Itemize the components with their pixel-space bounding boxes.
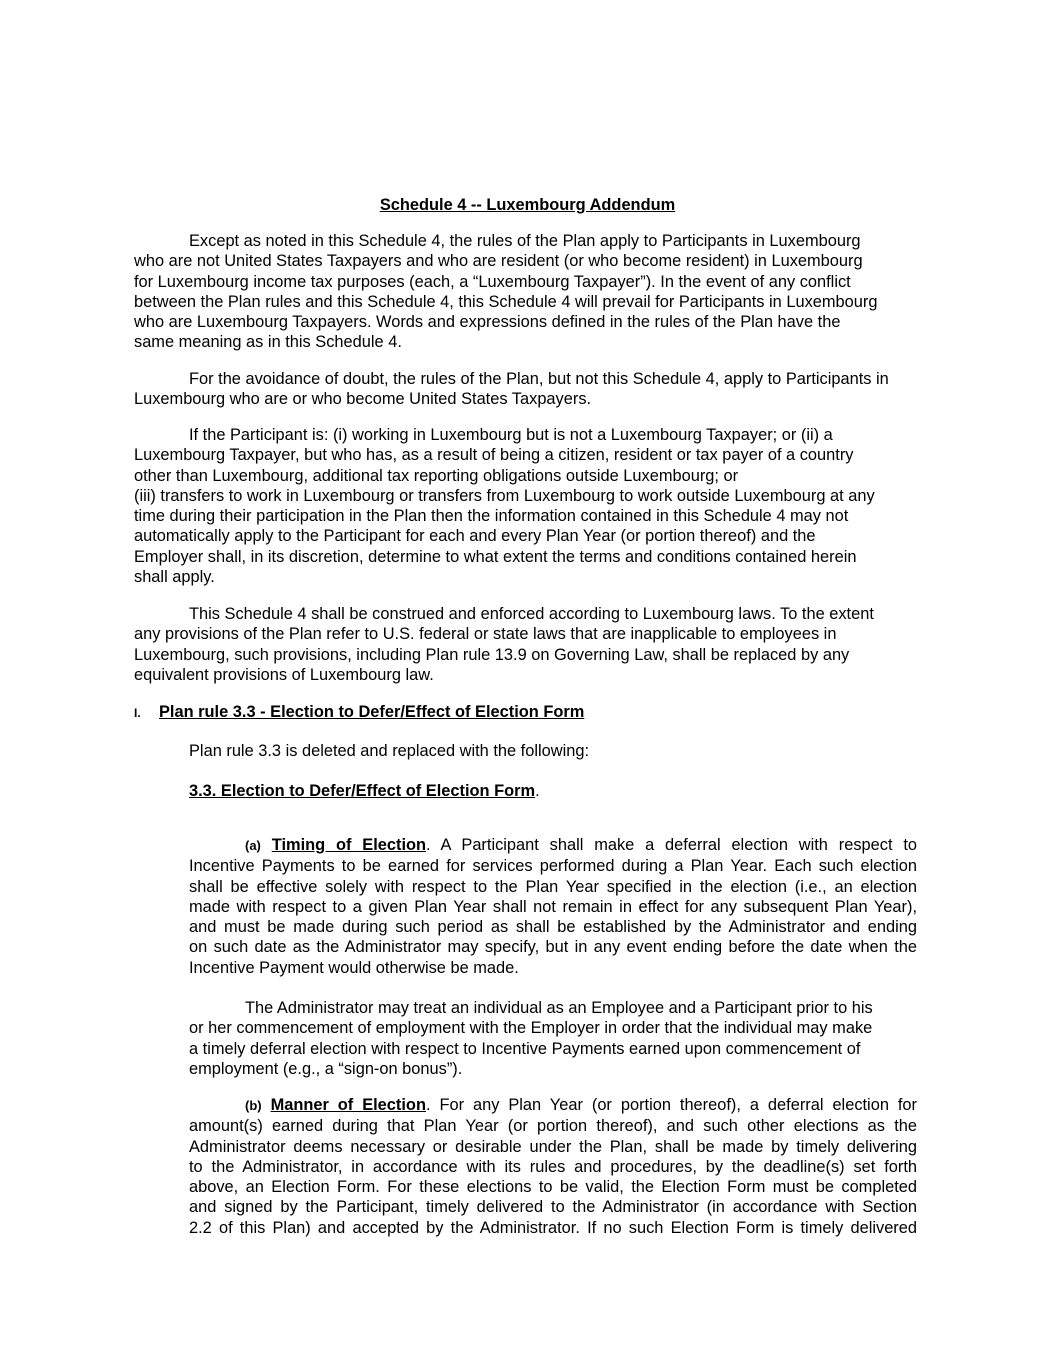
clause-line: shall be effective solely with respect to the Plan Year specified in the election (i.e., an election <box>189 877 917 896</box>
section-title: Plan rule 3.3 - Election to Defer/Effect of Election Form <box>159 703 585 721</box>
clause-label: (a) <box>245 838 261 853</box>
clause-title: Manner of Election <box>270 1096 426 1114</box>
clause-line: Administrator deems necessary or desirable under the Plan, shall be made by timely delivering <box>189 1137 917 1156</box>
intro-paragraph-4 <box>134 604 925 685</box>
clause-line: The Administrator may treat an individual as an Employee and a Participant prior to his <box>245 999 873 1017</box>
paragraph-line: This Schedule 4 shall be construed and enforced according to Luxembourg laws. To the extent <box>189 605 874 623</box>
clause-line: on such date as the Administrator may specify, but in any event ending before the date when the <box>189 938 917 957</box>
section-number: I. <box>134 706 141 720</box>
paragraph-line: same meaning as in this Schedule 4. <box>134 333 402 352</box>
clause-line: a timely deferral election with respect to Incentive Payments earned upon commencement of <box>189 1039 861 1058</box>
clause-title: Timing of Election <box>271 836 427 854</box>
intro-paragraph-3 <box>134 425 925 587</box>
clause-a <box>189 835 917 978</box>
paragraph-line: automatically apply to the Participant for each and every Plan Year (or portion thereof) and the <box>134 527 816 546</box>
paragraph-line: who are not United States Taxpayers and who are resident (or who become resident) in Luxembourg <box>134 252 863 271</box>
section-heading <box>134 702 584 723</box>
sub-heading <box>189 781 540 801</box>
paragraph-line: (iii) transfers to work in Luxembourg or transfers from Luxembourg to work outside Luxembourg at any <box>134 486 875 505</box>
clause-line: employment (e.g., a “sign-on bonus”). <box>189 1059 463 1078</box>
clause-b <box>189 1095 917 1238</box>
paragraph-line: If the Participant is: (i) working in Luxembourg but is not a Luxembourg Taxpayer; or (ii) a <box>189 426 833 444</box>
clause-line: made with respect to a given Plan Year shall not remain in effect for any subsequent Plan Year), <box>189 897 917 916</box>
section-intro: Plan rule 3.3 is deleted and replaced with the following: <box>189 742 590 760</box>
paragraph-line: time during their participation in the Plan then the information contained in this Schedule 4 may not <box>134 507 849 526</box>
clause-line: amount(s) earned during that Plan Year (or portion thereof), and such other elections as the <box>189 1117 917 1136</box>
intro-paragraph-2 <box>134 369 925 410</box>
paragraph-line: Luxembourg Taxpayer, but who has, as a result of being a citizen, resident or tax payer of a country <box>134 446 854 465</box>
paragraph-line: equivalent provisions of Luxembourg law. <box>134 665 434 684</box>
clause-line: Incentive Payment would otherwise be made. <box>189 958 519 977</box>
clause-line: 2.2 of this Plan) and accepted by the Administrator. If no such Election Form is timely delivered <box>189 1218 917 1237</box>
paragraph-line: Except as noted in this Schedule 4, the rules of the Plan apply to Participants in Luxembourg <box>189 232 861 250</box>
paragraph-line: any provisions of the Plan refer to U.S. federal or state laws that are inapplicable to employees in <box>134 625 837 644</box>
paragraph-line: For the avoidance of doubt, the rules of the Plan, but not this Schedule 4, apply to Participants in <box>189 370 889 388</box>
clause-first-line-text: . For any Plan Year (or portion thereof), a deferral election for <box>425 1096 918 1114</box>
intro-paragraph-1 <box>134 231 925 353</box>
paragraph-line: shall apply. <box>134 568 215 587</box>
sub-heading-period: . <box>535 782 540 800</box>
paragraph-line: other than Luxembourg, additional tax reporting obligations outside Luxembourg; or <box>134 466 739 485</box>
clause-line: Incentive Payments to be earned for services performed during a Plan Year. Each such election <box>189 857 917 876</box>
sub-heading-text: 3.3. Election to Defer/Effect of Election Form <box>189 782 536 800</box>
paragraph-line: who are Luxembourg Taxpayers. Words and expressions defined in the rules of the Plan have the <box>134 313 841 332</box>
clause-line: and must be made during such period as shall be established by the Administrator and ending <box>189 918 917 937</box>
clause-line: or her commencement of employment with the Employer in order that the individual may make <box>189 1019 873 1038</box>
paragraph-line: between the Plan rules and this Schedule 4, this Schedule 4 will prevail for Participants in Luxembourg <box>134 292 878 311</box>
document-title: Schedule 4 -- Luxembourg Addendum <box>379 196 676 214</box>
paragraph-line: Employer shall, in its discretion, determine to what extent the terms and conditions contained herein <box>134 547 857 566</box>
clause-line: and signed by the Participant, timely delivered to the Administrator (in accordance with Section <box>189 1198 917 1217</box>
clause-line: to the Administrator, in accordance with its rules and procedures, by the deadline(s) set forth <box>189 1157 917 1176</box>
clause-label: (b) <box>245 1098 262 1113</box>
clause-line: above, an Election Form. For these elections to be valid, the Election Form must be completed <box>189 1178 917 1197</box>
clause-first-line <box>189 1095 917 1116</box>
clause-first-line-text: . A Participant shall make a deferral election with respect to <box>426 836 917 854</box>
paragraph-line: Luxembourg who are or who become United States Taxpayers. <box>134 390 592 409</box>
clause-a-continuation <box>189 998 917 1079</box>
clause-first-line <box>189 835 917 856</box>
paragraph-line: Luxembourg, such provisions, including Plan rule 13.9 on Governing Law, shall be replaced by any <box>134 645 850 664</box>
paragraph-line: for Luxembourg income tax purposes (each, a “Luxembourg Taxpayer”). In the event of any conflict <box>134 272 851 291</box>
